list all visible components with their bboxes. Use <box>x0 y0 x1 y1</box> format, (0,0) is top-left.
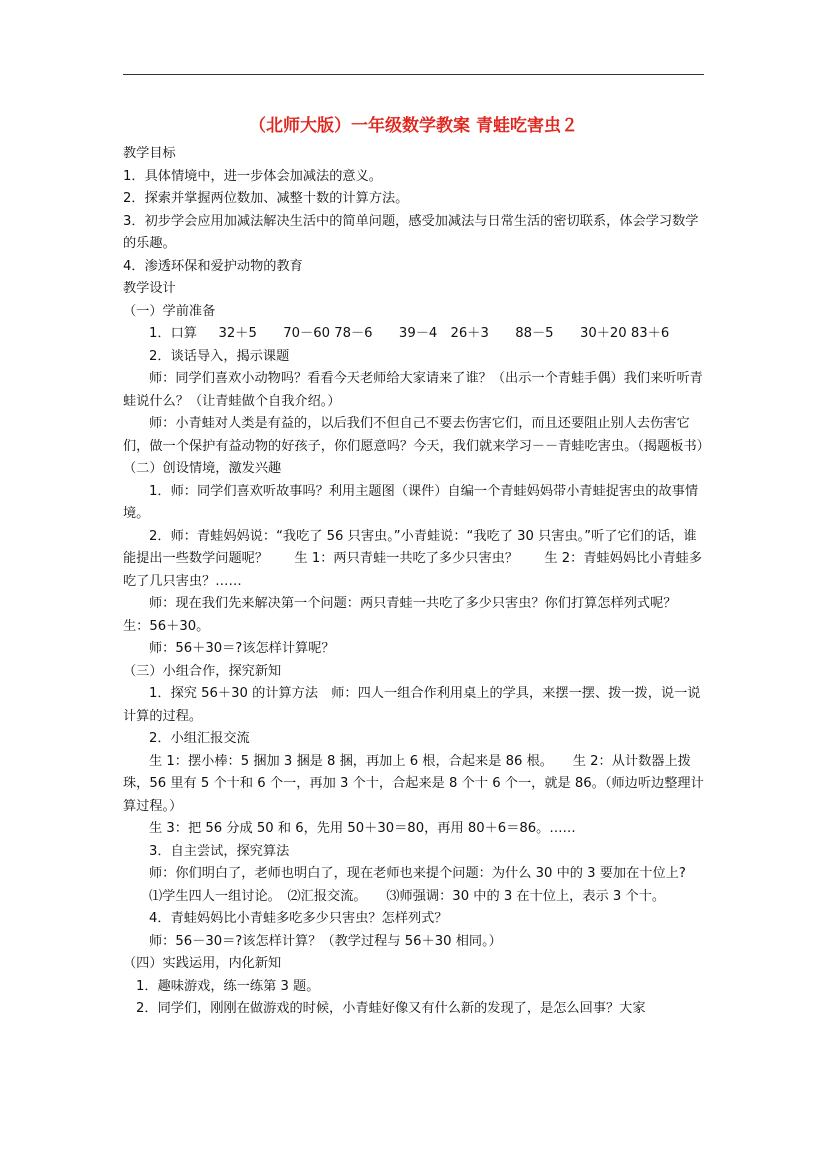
body-paragraph: 2．谈话导入，揭示课题 <box>149 348 290 364</box>
body-paragraph: 教学目标 <box>123 146 176 161</box>
body-paragraph: （三）小组合作，探究新知 <box>123 663 282 679</box>
body-paragraph: 1．师：同学们喜欢听故事吗？利用主题图（课件）自编一个青蛙妈妈带小青蛙捉害虫的故事情境。 <box>123 483 699 521</box>
body-paragraph: 师：小青蛙对人类是有益的，以后我们不但自己不要去伤害它们，而且还要阻止别人去伤害它们，做一个保护有益动物的好孩子，你们愿意吗？今天，我们就来学习－－青蛙吃害虫。（揭题板书） <box>123 416 710 454</box>
body-paragraph: 1．具体情境中，进一步体会加减法的意义。 <box>123 168 382 184</box>
body-paragraph: 3．自主尝试，探究算法 <box>149 843 290 859</box>
header-rule <box>123 74 704 75</box>
body-paragraph: 4．渗透环保和爱护动物的教育 <box>123 258 303 274</box>
body-paragraph: 2．师：青蛙妈妈说：“我吃了 56 只害虫。”小青蛙说：“我吃了 30 只害虫。”听了它们的话，谁能提出一些数学问题呢？ 生 1：两只青蛙一共吃了多少只害虫？ 生 2：青蛙妈妈比小青蛙多吃了几只害虫？…… <box>123 528 703 589</box>
body-paragraph: 生 1：摆小棒：5 捆加 3 捆是 8 捆，再加上 6 根，合起来是 86 根。 生 2：从计数器上拨珠，56 里有 5 个十和 6 个一，再加 3 个十，合起来是 8 个十 6 个一，就是 86。（师边听边整理计算过程。） <box>123 753 704 814</box>
body-paragraph: ⑴学生四人一组讨论。 ⑵汇报交流。 ⑶师强调：30 中的 3 在十位上，表示 3 个十。 <box>149 888 666 904</box>
body-paragraph: 师：56＋30＝?该怎样计算呢？ <box>149 641 335 656</box>
body-paragraph: （二）创设情境，激发兴趣 <box>123 461 282 476</box>
body-paragraph: 2．小组汇报交流 <box>149 731 250 746</box>
document-body <box>123 143 710 1021</box>
body-paragraph: （一）学前准备 <box>123 303 216 319</box>
body-paragraph: 3．初步学会应用加减法解决生活中的简单问题，感受加减法与日常生活的密切联系，体会学习数学的乐趣。 <box>123 213 699 251</box>
body-paragraph: 师：你们明白了，老师也明白了，现在老师也来提个问题：为什么 30 中的 3 要加在十位上? <box>149 866 686 881</box>
body-paragraph: （四）实践运用，内化新知 <box>123 956 282 971</box>
body-paragraph: 4．青蛙妈妈比小青蛙多吃多少只害虫？怎样列式？ <box>149 911 448 926</box>
body-paragraph: 师：同学们喜欢小动物吗？看看今天老师给大家请来了谁？（出示一个青蛙手偶）我们来听听青蛙说什么？（让青蛙做个自我介绍。） <box>123 371 703 409</box>
body-paragraph: 2．探索并掌握两位数加、减整十数的计算方法。 <box>123 191 409 206</box>
body-paragraph: 师：现在我们先来解决第一个问题：两只青蛙一共吃了多少只害虫？你们打算怎样列式呢？ 生：56＋30。 <box>123 596 699 634</box>
body-paragraph: 师：56－30＝?该怎样计算？（教学过程与 56＋30 相同。） <box>149 933 502 949</box>
body-paragraph: 1．趣味游戏，练一练第 3 题。 <box>136 978 320 994</box>
body-paragraph: 1．口算 32＋5 70－60 78－6 39－4 26＋3 88－5 30＋20 83＋6 <box>149 326 670 341</box>
document-title: （北师大版）一年级数学教案 青蛙吃害虫２ <box>249 116 578 136</box>
body-paragraph: 生 3：把 56 分成 50 和 6，先用 50＋30＝80，再用 80＋6＝86。…… <box>149 821 576 836</box>
body-paragraph: 2．同学们，刚刚在做游戏的时候，小青蛙好像又有什么新的发现了，是怎么回事？大家 <box>136 1001 646 1016</box>
body-paragraph: 教学设计 <box>123 281 176 296</box>
body-paragraph: 1．探究 56＋30 的计算方法 师：四人一组合作利用桌上的学具，来摆一摆、拨一拨，说一说计算的过程。 <box>123 686 701 724</box>
